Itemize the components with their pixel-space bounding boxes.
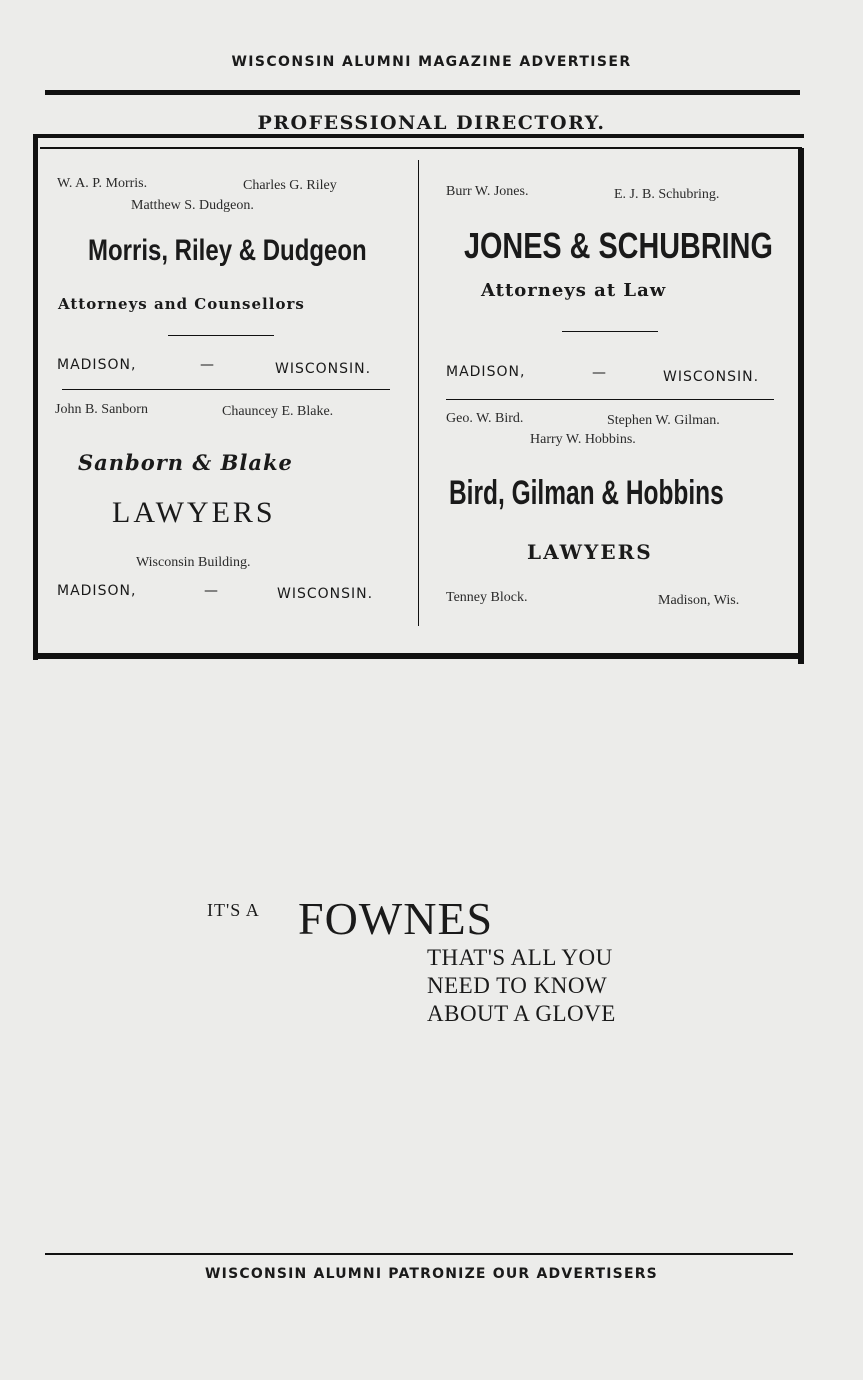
morris-firm-name: Morris, Riley & Dudgeon — [88, 234, 367, 267]
jones-firm-name: JONES & SCHUBRING — [464, 225, 773, 266]
jones-dash: — — [592, 365, 607, 381]
frame-top-inner — [40, 147, 802, 149]
left-separator — [62, 389, 390, 390]
sanborn-firm-name: Sanborn & Blake — [78, 450, 293, 475]
morris-city: MADISON, — [57, 357, 137, 373]
jones-name-1: Burr W. Jones. — [446, 184, 529, 199]
directory-title: PROFESSIONAL DIRECTORY. — [257, 112, 606, 134]
jones-short-rule — [562, 331, 658, 332]
sanborn-dash: — — [204, 583, 219, 599]
morris-name-3: Matthew S. Dudgeon. — [131, 198, 254, 213]
bird-practice: LAWYERS — [527, 540, 653, 564]
fownes-line-1: THAT'S ALL YOU — [427, 945, 613, 970]
bird-city: Madison, Wis. — [658, 593, 740, 608]
frame-left-border — [33, 134, 38, 660]
sanborn-address: Wisconsin Building. — [136, 555, 251, 570]
sanborn-name-1: John B. Sanborn — [55, 402, 148, 417]
header-rule — [45, 90, 800, 95]
jones-state: WISCONSIN. — [663, 369, 760, 385]
morris-name-2: Charles G. Riley — [243, 178, 337, 193]
page-footer: WISCONSIN ALUMNI PATRONIZE OUR ADVERTISERS — [205, 1266, 658, 1282]
jones-name-2: E. J. B. Schubring. — [614, 187, 720, 202]
sanborn-name-2: Chauncey E. Blake. — [222, 404, 334, 419]
fownes-line-3: ABOUT A GLOVE — [427, 1001, 616, 1026]
morris-state: WISCONSIN. — [275, 361, 372, 377]
page-header: WISCONSIN ALUMNI MAGAZINE ADVERTISER — [231, 54, 632, 70]
frame-top-border — [33, 134, 804, 138]
morris-name-1: W. A. P. Morris. — [57, 176, 148, 191]
jones-city: MADISON, — [446, 364, 526, 380]
bird-firm-name: Bird, Gilman & Hobbins — [449, 474, 724, 512]
fownes-line-2: NEED TO KNOW — [427, 973, 608, 998]
frame-right-border — [798, 148, 804, 664]
fownes-brand: FOWNES — [298, 893, 494, 944]
fownes-lead: IT'S A — [207, 900, 260, 920]
jones-practice: Attorneys at Law — [481, 280, 667, 301]
morris-short-rule — [168, 335, 274, 336]
sanborn-state: WISCONSIN. — [277, 586, 374, 602]
bird-name-1: Geo. W. Bird. — [446, 411, 524, 426]
footer-rule — [45, 1253, 793, 1255]
right-separator — [446, 399, 774, 400]
morris-dash: — — [200, 357, 215, 373]
bird-name-2: Stephen W. Gilman. — [607, 413, 720, 428]
bird-address: Tenney Block. — [446, 590, 528, 605]
frame-bottom-border — [33, 653, 804, 659]
morris-practice: Attorneys and Counsellors — [58, 295, 305, 313]
sanborn-practice: LAWYERS — [112, 496, 276, 529]
bird-name-3: Harry W. Hobbins. — [530, 432, 636, 447]
column-divider — [418, 160, 419, 626]
sanborn-city: MADISON, — [57, 583, 137, 599]
